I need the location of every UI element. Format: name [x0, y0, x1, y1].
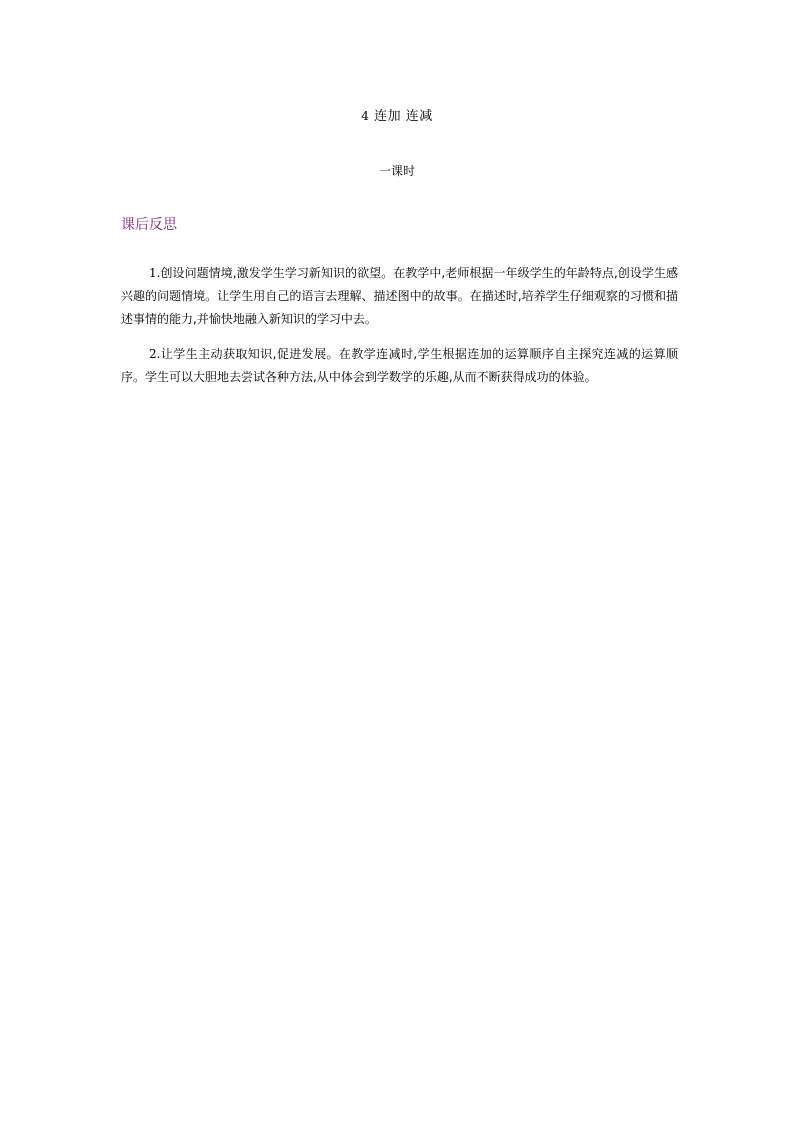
- paragraph-text: 创设问题情境,激发学生学习新知识的欲望。在教学中,老师根据一年级学生的年龄特点,创设学生感兴趣的问题情境。让学生用自己的语言去理解、描述图中的故事。在描述时,培养学生仔细观察的习惯和描述事情的能力,并愉快地融入新知识的学习中去。: [121, 266, 678, 326]
- lesson-title: [0, 106, 794, 127]
- section-heading-reflection: 课后反思: [121, 217, 177, 233]
- lesson-period: 一课时: [378, 164, 415, 178]
- reflection-paragraph-2: [121, 343, 678, 389]
- reflection-paragraph-1: [121, 262, 678, 331]
- paragraph-number: 2.: [149, 347, 161, 361]
- paragraph-text: 让学生主动获取知识,促进发展。在教学连减时,学生根据连加的运算顺序自主探究连减的运算顺序。学生可以大胆地去尝试各种方法,从中体会到学数学的乐趣,从而不断获得成功的体验。: [121, 347, 678, 384]
- lesson-number: 4: [361, 109, 370, 123]
- lesson-title-text: 连加 连减: [374, 109, 433, 124]
- paragraph-number: 1.: [149, 266, 161, 280]
